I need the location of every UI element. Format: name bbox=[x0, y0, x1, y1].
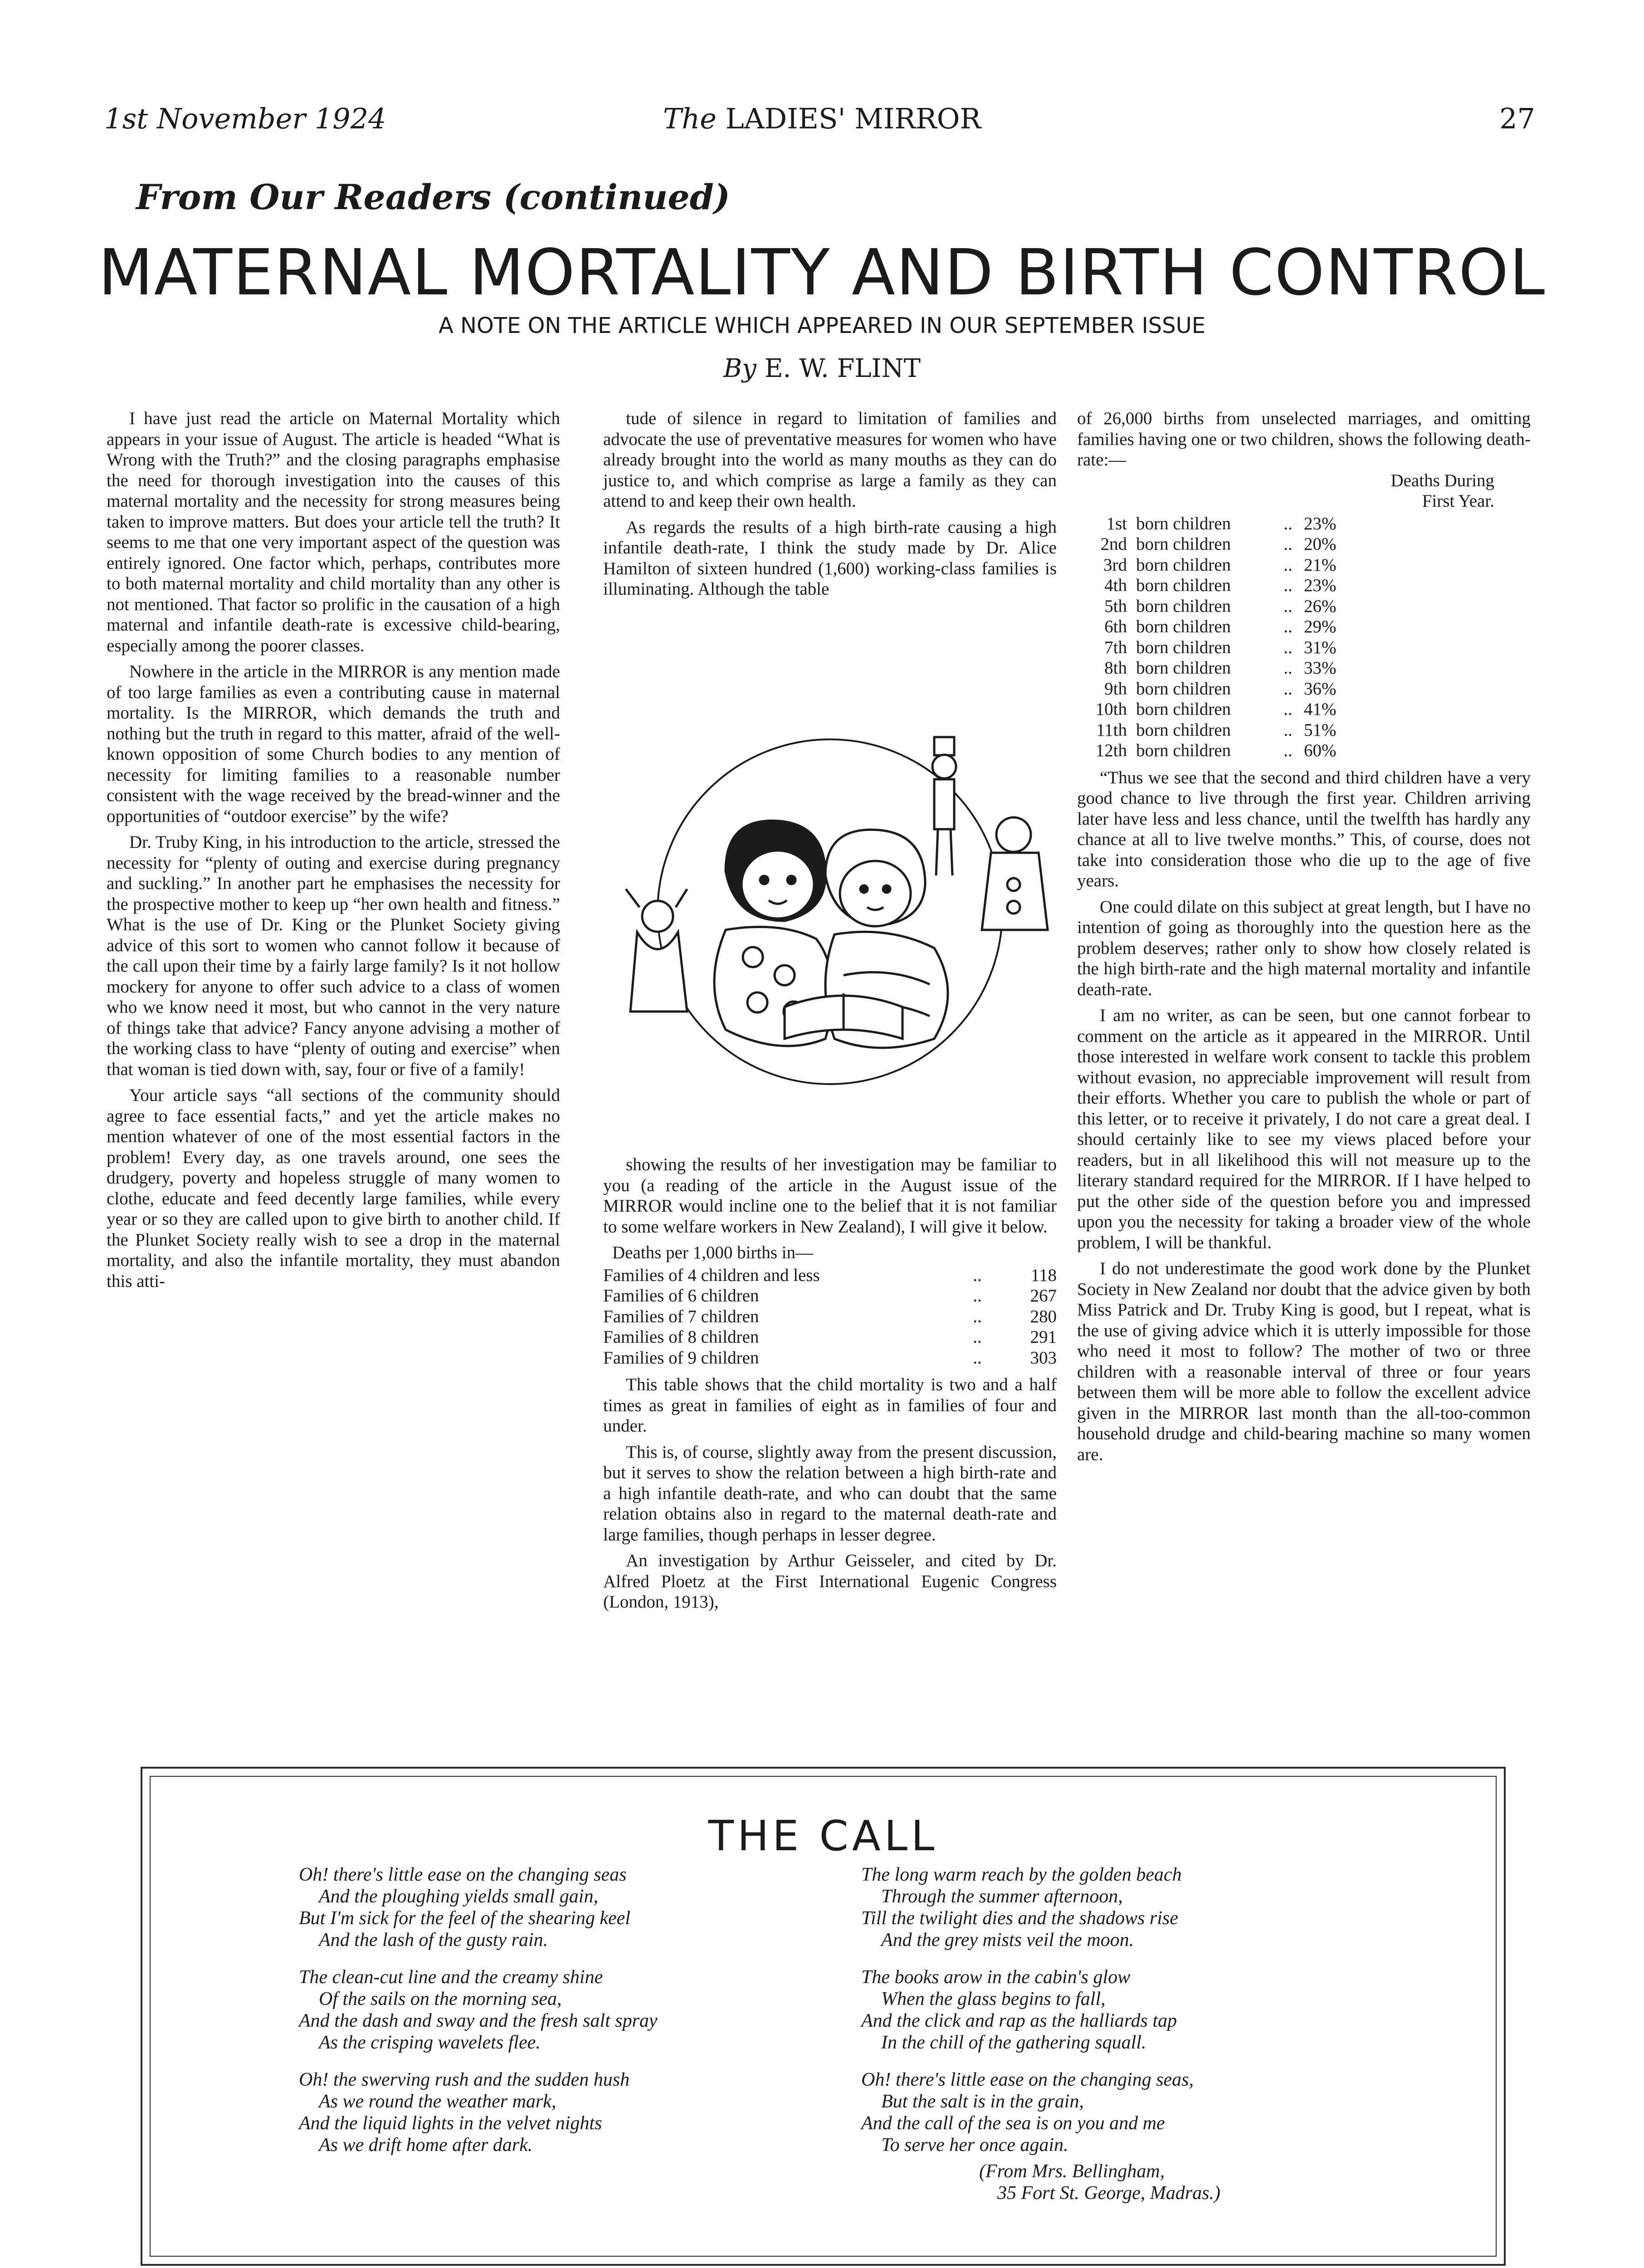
poem-stanza bbox=[299, 1966, 843, 2053]
table2-heading-line2: First Year. bbox=[1422, 491, 1494, 511]
table-row-label: Families of 7 children bbox=[603, 1306, 759, 1326]
paragraph: Your article says “all sections of the community should agree to face essential facts,” and yet the article makes no mention whatever of one of the most essential factors in the problem! Every day, as one travels around, one sees the drudgery, poverty and hopeless struggle of many women to clothe, educate and feed decently large families, while every year or so they are called upon to give birth to another child. If the Plunket Society really wish to see a drop in the maternal mortality, and also the infantile mortality, they must abandon this atti- bbox=[107, 1085, 560, 1291]
row-label: born children bbox=[1136, 576, 1231, 595]
poem-credit-line-1: (From Mrs. Bellingham, bbox=[979, 2161, 1165, 2182]
poem-stanza bbox=[861, 1864, 1405, 1951]
birth-order: 1st bbox=[1106, 513, 1127, 533]
death-rate: 31% bbox=[1304, 637, 1337, 657]
magazine-title-prefix: The bbox=[663, 102, 717, 135]
birth-order: 11th bbox=[1096, 720, 1127, 740]
poem-line: Oh! there's little ease on the changing seas bbox=[299, 1864, 627, 1885]
table-row: Families of 4 children and less .. 118 bbox=[603, 1265, 1057, 1285]
article-title: MATERNAL MORTALITY AND BIRTH CONTROL bbox=[98, 236, 1546, 310]
table-row: 4th born children .. 23% bbox=[1077, 575, 1531, 596]
poem-line: In the chill of the gathering squall. bbox=[881, 2032, 1146, 2053]
table-row: Families of 6 children .. 267 bbox=[603, 1286, 1057, 1305]
death-rate: 23% bbox=[1304, 576, 1337, 595]
row-label: born children bbox=[1136, 555, 1231, 575]
table-row: 3rd born children .. 21% bbox=[1077, 555, 1531, 576]
table-row: 8th born children .. 33% bbox=[1077, 658, 1531, 679]
poem-line: Oh! the swerving rush and the sudden hush bbox=[299, 2069, 630, 2090]
article-column-2-bottom bbox=[603, 1154, 1057, 1618]
poem-line: As we round the weather mark, bbox=[319, 2091, 556, 2112]
death-rate: 41% bbox=[1304, 699, 1337, 719]
death-rate: 29% bbox=[1304, 617, 1337, 636]
poem-line: The long warm reach by the golden beach bbox=[861, 1864, 1182, 1885]
table-row-label: Families of 4 children and less bbox=[603, 1265, 820, 1285]
poem-line: The books arow in the cabin's glow bbox=[861, 1967, 1131, 1988]
table2-heading bbox=[1077, 470, 1531, 512]
poem-left-column bbox=[299, 1864, 843, 2171]
byline-author: E. W. FLINT bbox=[764, 354, 921, 383]
table-row: 5th born children .. 26% bbox=[1077, 596, 1531, 617]
article-subtitle: A NOTE ON THE ARTICLE WHICH APPEARED IN OUR SEPTEMBER ISSUE bbox=[438, 313, 1206, 338]
poem-line: Till the twilight dies and the shadows rise bbox=[861, 1908, 1178, 1929]
poem-stanza bbox=[299, 1864, 843, 1951]
death-rate: 20% bbox=[1304, 534, 1337, 554]
paragraph: Dr. Truby King, in his introduction to the article, stressed the necessity for “plenty of outing and exercise during pregnancy and suckling.” In another part he emphasises the necessity for the prospective mother to keep up “her own health and fitness.” What is the use of Dr. King or the Plunket Society giving advice of this sort to women who cannot follow it because of the call upon their time by a fairly large family? Is it not hollow mockery for anyone to offer such advice to a class of women who we know need it most, but who cannot in the very nature of things take that advice? Fancy anyone advising a mother of the working class to have “plenty of outing and exercise” when that woman is tied down with, say, four or five of a family! bbox=[107, 832, 560, 1079]
issue-date: 1st November 1924 bbox=[104, 102, 386, 135]
section-heading: From Our Readers (continued) bbox=[136, 177, 730, 217]
row-label: born children bbox=[1136, 658, 1231, 678]
article-column-1 bbox=[107, 408, 560, 1297]
paragraph: showing the results of her investigation may be familiar to you (a reading of the article in the August issue of the MIRROR would incline one to the belief that it is not familiar to some welfare workers in New Zealand), I will give it below. bbox=[603, 1155, 1057, 1237]
row-label: born children bbox=[1136, 720, 1231, 740]
death-rate: 21% bbox=[1304, 555, 1337, 575]
poem-right-column bbox=[861, 1864, 1405, 2204]
row-label: born children bbox=[1136, 596, 1231, 616]
table-row-value: 118 bbox=[1030, 1265, 1057, 1285]
paragraph: I do not underestimate the good work done by the Plunket Society in New Zealand nor doubt that the advice given by both Miss Patrick and Dr. Truby King is good, but I repeat, what is the use of giving advice which it is utterly impossible for those who need it most to follow? The mother of two or three children with a reasonable interval of three or four years between them will be more able to follow the excellent advice given in the MIRROR last month than the all-too-common household drudge and child-bearing machine so many women are. bbox=[1077, 1259, 1531, 1464]
paragraph: Nowhere in the article in the MIRROR is any mention made of too large families as even a contributing cause in maternal mortality. Is the MIRROR, which demands the truth and nothing but the truth in regard to this matter, afraid of the well-known opposition of some Church bodies to any mention of necessity for limiting families to a reasonable number consistent with the wage received by the bread-winner and the opportunities of “outdoor exercise” by the wife? bbox=[107, 662, 560, 826]
table-row-label: Families of 9 children bbox=[603, 1348, 759, 1368]
poem-line: And the click and rap as the halliards tap bbox=[861, 2010, 1177, 2031]
poem-line: But I'm sick for the feel of the shearing keel bbox=[299, 1908, 630, 1929]
poem-line: Oh! there's little ease on the changing seas, bbox=[861, 2069, 1194, 2090]
page-number: 27 bbox=[1499, 102, 1535, 135]
row-label: born children bbox=[1136, 513, 1231, 533]
byline-prefix: By bbox=[723, 354, 756, 383]
poem-line: And the dash and sway and the fresh salt spray bbox=[299, 2010, 658, 2031]
paragraph: “Thus we see that the second and third children have a very good chance to live through the first year. Children arriving later have less and less chance, until the twelfth has hardly any chance at all to live twelve months.” This, of course, does not take into consideration those who die up to the age of five years. bbox=[1077, 767, 1531, 890]
poem-line: When the glass begins to fall, bbox=[881, 1989, 1106, 2009]
table2-heading-line1: Deaths During bbox=[1390, 470, 1494, 490]
poem-line: As we drift home after dark. bbox=[319, 2135, 533, 2156]
table-row: Families of 9 children .. 303 bbox=[603, 1348, 1057, 1368]
death-rate: 26% bbox=[1304, 596, 1337, 616]
table-row: 10th born children .. 41% bbox=[1077, 699, 1531, 720]
poem-line: And the ploughing yields small gain, bbox=[319, 1886, 598, 1907]
table-row-label: Families of 8 children bbox=[603, 1327, 759, 1347]
deaths-per-family-table bbox=[603, 1265, 1057, 1369]
paragraph: I have just read the article on Maternal Mortality which appears in your issue of August. The article is headed “What is Wrong with the Truth?” and the closing paragraphs emphasise the need for thorough investigation into the causes of this maternal mortality and the necessity for strong measures being taken to improve matters. But does your article tell the truth? It seems to me that one very important aspect of the question was entirely ignored. One factor which, perhaps, contributes more to both maternal mortality and child mortality than any other is not mentioned. That factor so prolific in the causation of a high maternal and infantile death-rate is excessive child-bearing, especially among the poorer classes. bbox=[107, 409, 560, 655]
paragraph: This is, of course, slightly away from the present discussion, but it serves to show the relation between a high birth-rate and a high infantile death-rate, and who can doubt that the same relation obtains also in regard to the maternal death-rate and large families, though perhaps in lesser degree. bbox=[603, 1442, 1057, 1545]
paragraph: This table shows that the child mortality is two and a half times as great in families of eight as in families of four and under. bbox=[603, 1375, 1057, 1436]
poem-line: The clean-cut line and the creamy shine bbox=[299, 1967, 603, 1988]
birth-order: 7th bbox=[1104, 637, 1127, 657]
birth-order: 12th bbox=[1095, 741, 1127, 760]
poem-line: And the lash of the gusty rain. bbox=[319, 1930, 548, 1950]
table-row: Families of 7 children .. 280 bbox=[603, 1306, 1057, 1326]
birth-order-deathrate-table bbox=[1077, 513, 1531, 761]
row-label: born children bbox=[1136, 699, 1231, 719]
row-label: born children bbox=[1136, 741, 1231, 760]
death-rate: 60% bbox=[1304, 741, 1337, 760]
row-label: born children bbox=[1136, 679, 1231, 699]
death-rate: 33% bbox=[1304, 658, 1337, 678]
table-row-value: 280 bbox=[1030, 1306, 1057, 1326]
poem-line: And the grey mists veil the moon. bbox=[881, 1930, 1134, 1950]
table1-heading: Deaths per 1,000 births in— bbox=[612, 1243, 814, 1262]
poem-line: Through the summer afternoon, bbox=[881, 1886, 1123, 1907]
article-byline bbox=[0, 354, 1644, 383]
poem-line: Of the sails on the morning sea, bbox=[319, 1989, 562, 2009]
paragraph: An investigation by Arthur Geisseler, and cited by Dr. Alfred Ploetz at the First International Eugenic Congress (London, 1913), bbox=[603, 1551, 1057, 1612]
table-row-label: Families of 6 children bbox=[603, 1286, 759, 1305]
table-row-value: 303 bbox=[1030, 1348, 1057, 1368]
poem-stanza bbox=[861, 2069, 1405, 2156]
table-row: 6th born children .. 29% bbox=[1077, 616, 1531, 637]
poem-title: THE CALL bbox=[708, 1812, 938, 1860]
table-row-value: 267 bbox=[1030, 1286, 1057, 1305]
birth-order: 10th bbox=[1095, 699, 1127, 719]
poem-line: But the salt is in the grain, bbox=[881, 2091, 1084, 2112]
magazine-title-name: LADIES' MIRROR bbox=[725, 102, 981, 135]
poem-box bbox=[141, 1767, 1506, 2266]
row-label: born children bbox=[1136, 617, 1231, 636]
magazine-title bbox=[0, 102, 1644, 135]
paragraph: As regards the results of a high birth-rate causing a high infantile death-rate, I think the study made by Dr. Alice Hamilton of sixteen hundred (1,600) working-class families is illuminating. Although the table bbox=[603, 517, 1057, 599]
table-row: Families of 8 children .. 291 bbox=[603, 1327, 1057, 1347]
paragraph: tude of silence in regard to limitation of families and advocate the use of preventative measures for women who have already brought into the world as many mouths as they can do justice to, and which comprise as large a family as they can attend to and keep their own health. bbox=[603, 409, 1057, 511]
row-label: born children bbox=[1136, 637, 1231, 657]
birth-order: 6th bbox=[1104, 617, 1127, 636]
poem-line: And the liquid lights in the velvet nights bbox=[299, 2113, 602, 2134]
article-column-3 bbox=[1077, 408, 1531, 1470]
birth-order: 5th bbox=[1104, 596, 1127, 616]
article-column-2-top bbox=[603, 408, 1057, 605]
poem-stanza bbox=[299, 2069, 843, 2156]
table-row: 12th born children .. 60% bbox=[1077, 740, 1531, 761]
death-rate: 36% bbox=[1304, 679, 1337, 699]
death-rate: 51% bbox=[1304, 720, 1337, 740]
dolls-illustration bbox=[590, 694, 1070, 1102]
table-row: 2nd born children .. 20% bbox=[1077, 534, 1531, 555]
poem-stanza bbox=[861, 1966, 1405, 2053]
paragraph: I am no writer, as can be seen, but one cannot forbear to comment on the article as it appeared in the MIRROR. Until those interested in welfare work consent to tackle this problem without evasion, no appreciable improvement will result from their efforts. Whether you care to publish the whole or part of this letter, or to receive it privately, I do not care a great deal. I should certainly like to see my views placed before your readers, but in all likelihood this will not measure up to the literary standard required for the MIRROR. If I have helped to put the other side of the question before you and impressed upon you the necessity for taking a broader view of the whole problem, I will be thankful. bbox=[1077, 1006, 1531, 1252]
paragraph: One could dilate on this subject at great length, but I have no intention of going as thoroughly into the question here as the problem deserves; rather only to show how closely related is the high birth-rate and the high maternal mortality and infantile death-rate. bbox=[1077, 897, 1531, 999]
birth-order: 8th bbox=[1104, 658, 1127, 678]
row-label: born children bbox=[1136, 534, 1231, 554]
table-row: 7th born children .. 31% bbox=[1077, 637, 1531, 658]
birth-order: 9th bbox=[1104, 679, 1127, 699]
death-rate: 23% bbox=[1304, 513, 1337, 533]
poem-credit-line-2: 35 Fort St. George, Madras.) bbox=[997, 2183, 1220, 2204]
table-row: 1st born children .. 23% bbox=[1077, 513, 1531, 534]
table-row: 9th born children .. 36% bbox=[1077, 679, 1531, 699]
poem-line: And the call of the sea is on you and me bbox=[861, 2113, 1165, 2134]
table-row-value: 291 bbox=[1030, 1327, 1057, 1347]
table-row: 11th born children .. 51% bbox=[1077, 720, 1531, 741]
paragraph: of 26,000 births from unselected marriages, and omitting families having one or two children, shows the following death-rate:— bbox=[1077, 409, 1531, 469]
birth-order: 4th bbox=[1104, 576, 1127, 595]
birth-order: 3rd bbox=[1103, 555, 1127, 575]
poem-line: As the crisping wavelets flee. bbox=[319, 2032, 541, 2053]
birth-order: 2nd bbox=[1100, 534, 1127, 554]
poem-line: To serve her once again. bbox=[881, 2135, 1068, 2156]
